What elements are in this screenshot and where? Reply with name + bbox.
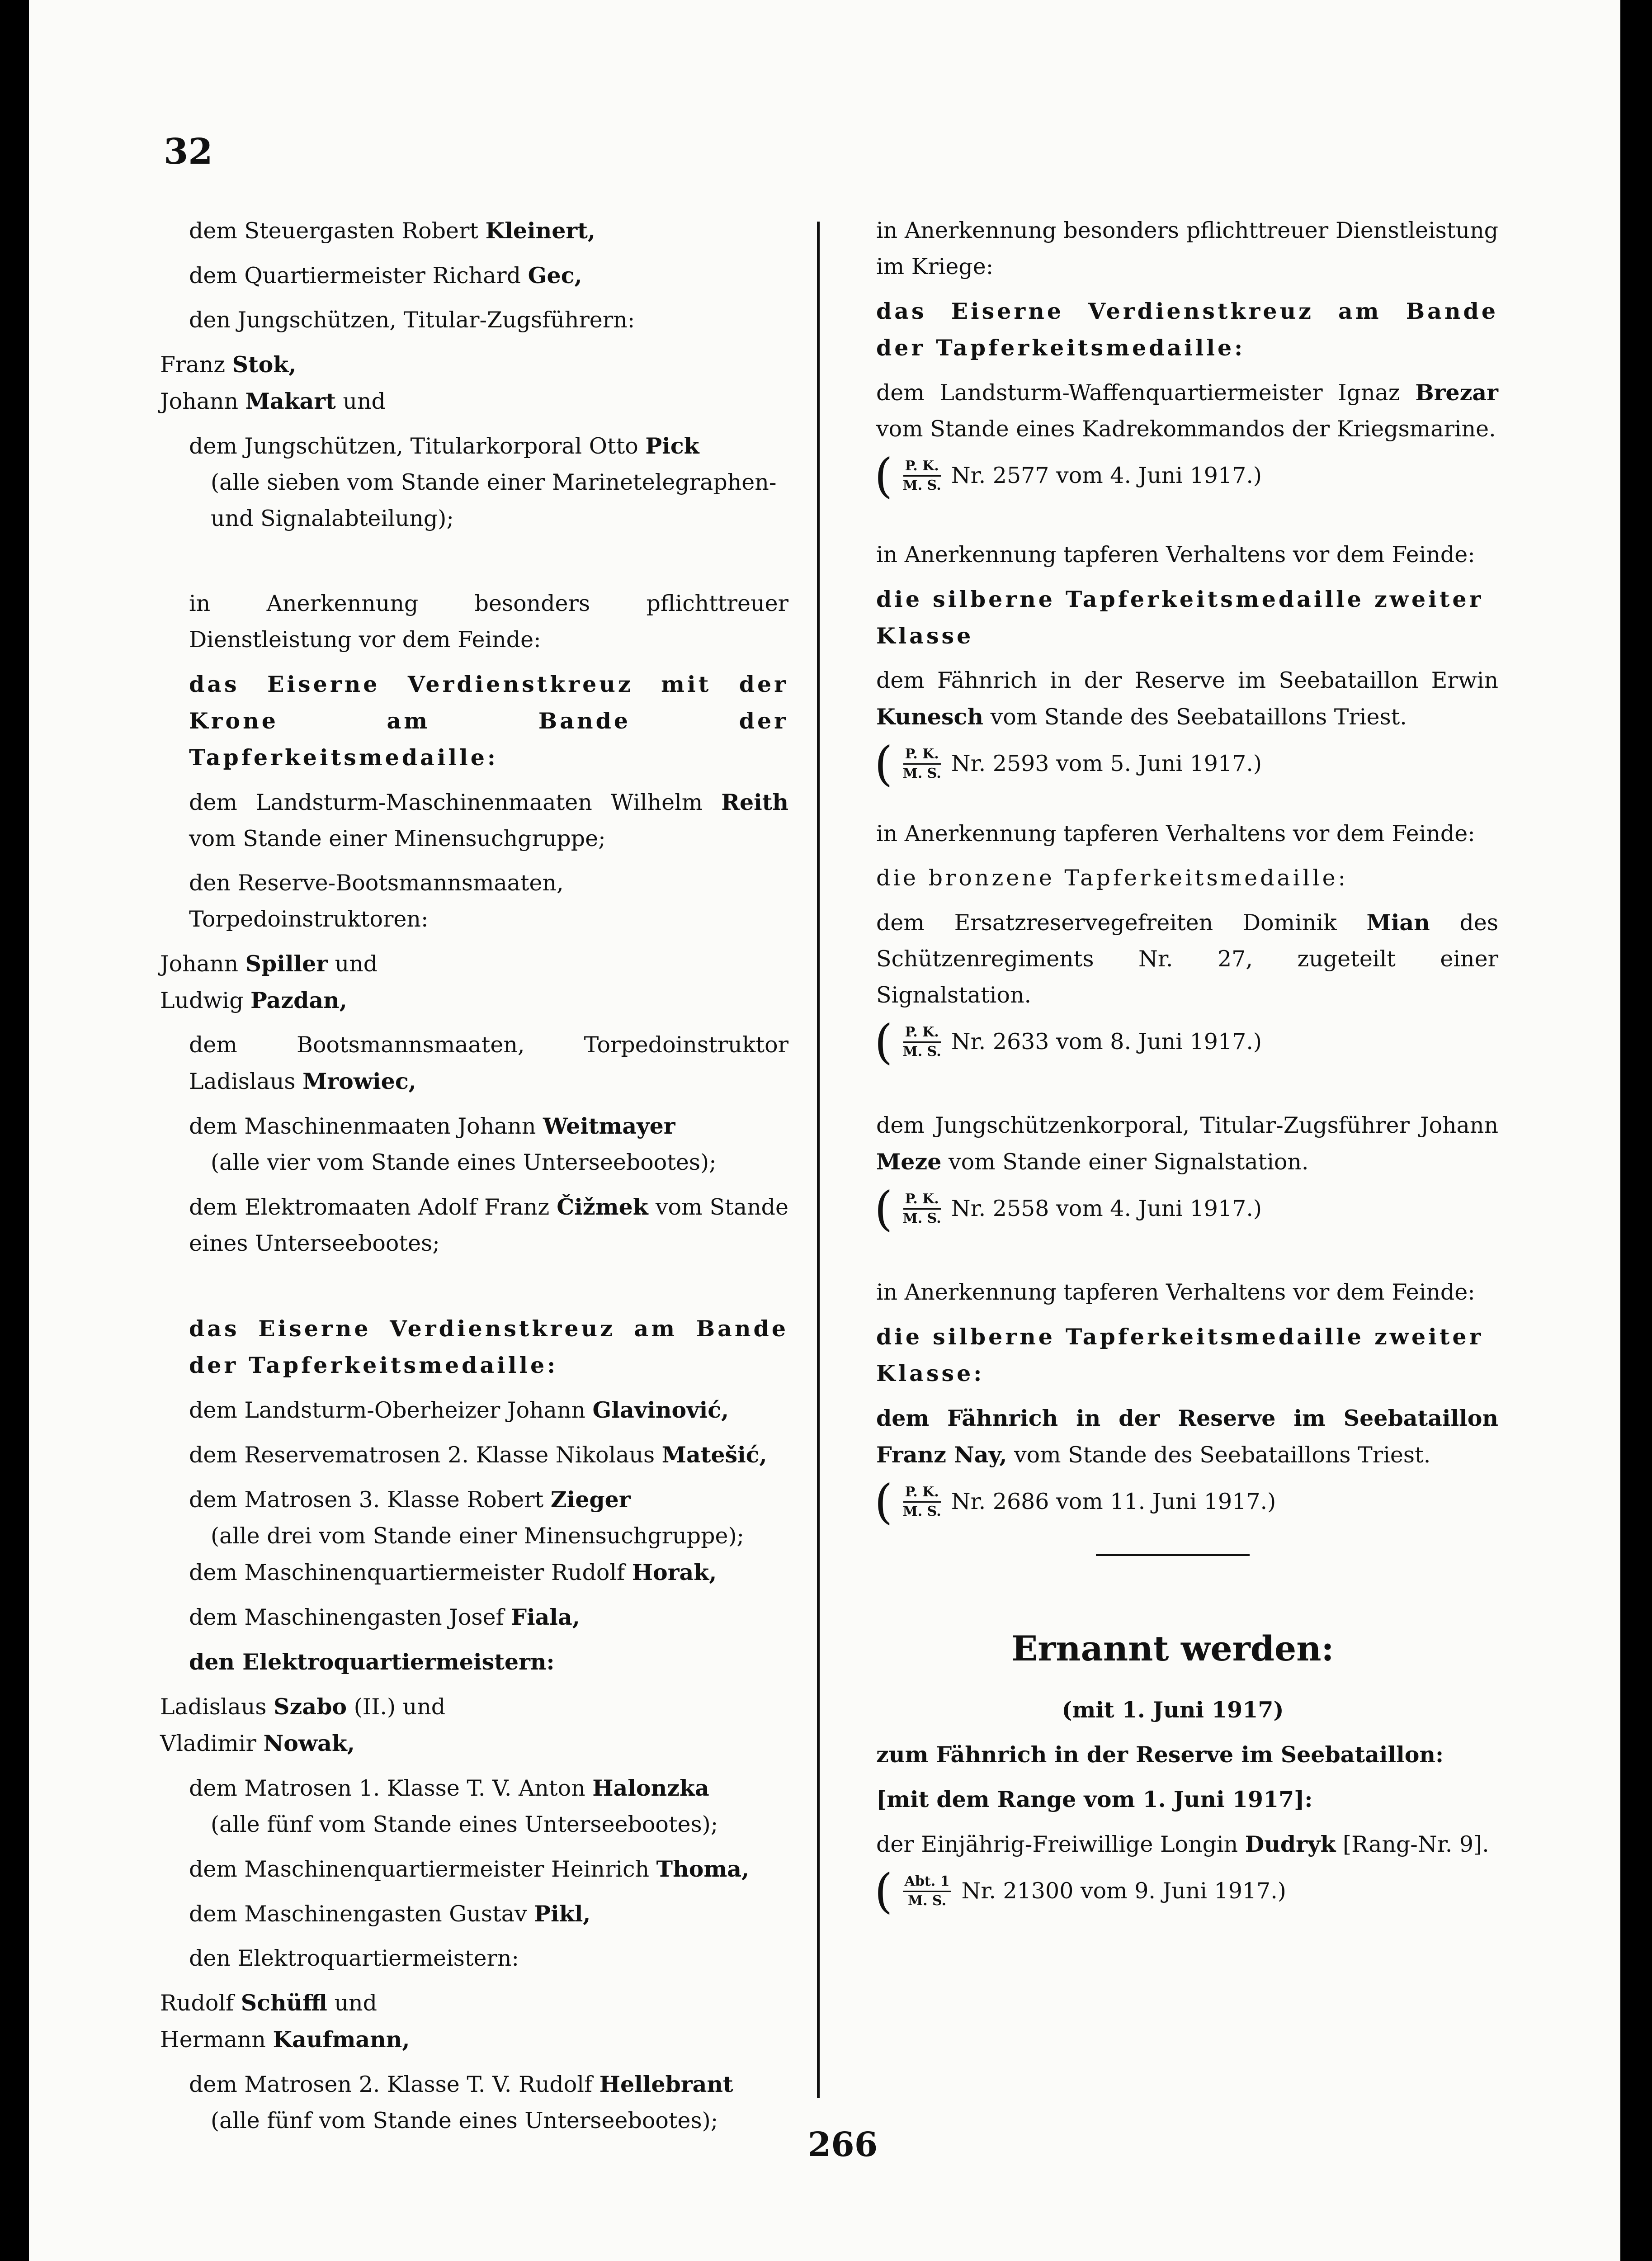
section-heading: in Anerkennung besonders pflichttreuer Dienstleistung im Kriege: xyxy=(876,218,1498,279)
reference-citation xyxy=(847,1014,1498,1069)
entry-line: dem Maschinengasten Josef Fiala, xyxy=(189,1604,580,1630)
open-paren: ( xyxy=(874,1181,893,1236)
section-heading: in Anerkennung tapferen Verhaltens vor dem Feinde: xyxy=(876,821,1475,847)
entry-line: dem Maschinengasten Gustav Pikl, xyxy=(189,1901,591,1927)
entry-line: Johann Makart und xyxy=(160,388,386,414)
reference-fraction: $\frac{P. K.}{M. S.}$ xyxy=(902,1191,941,1226)
section-heading: in Anerkennung tapferen Verhaltens vor dem Feinde: xyxy=(876,542,1475,568)
award-title: die silberne Tapferkeitsmedaille zweiter Klasse xyxy=(876,586,1484,649)
section-heading: in Anerkennung besonders pflichttreuer Dienstleistung vor dem Feinde: xyxy=(189,591,788,653)
entry-line: dem Maschinenquartiermeister Rudolf Horak, xyxy=(189,1559,717,1585)
open-paren: ( xyxy=(874,1864,893,1919)
reference-text: Nr. 2558 vom 4. Juni 1917.) xyxy=(951,1196,1262,1221)
entry-line: dem Maschinenquartiermeister Heinrich Thoma, xyxy=(189,1856,750,1882)
reference-fraction: $\frac{P. K.}{M. S.}$ xyxy=(902,458,941,493)
entry-line: den Elektroquartiermeistern: xyxy=(189,1649,555,1675)
footer-number: 266 xyxy=(807,2125,878,2164)
entry-note: (alle fünf vom Stande eines Unterseebootes); xyxy=(211,1812,718,1837)
entry-note: (alle drei vom Stande einer Minensuchgruppe); xyxy=(211,1523,745,1549)
entry-line: dem Maschinenmaaten Johann Weitmayer xyxy=(189,1113,675,1139)
spacer xyxy=(847,1062,1498,1107)
right-column xyxy=(847,213,1498,1919)
entry-note: (alle fünf vom Stande eines Unterseebootes); xyxy=(211,2108,718,2133)
entry-note: (alle vier vom Stande eines Unterseebootes); xyxy=(211,1149,717,1175)
entry-line: den Jungschützen, Titular-Zugsführern: xyxy=(189,307,635,333)
entry-line: Ladislaus Szabo (II.) und xyxy=(160,1693,446,1720)
entry-line: den Reserve-Bootsmannsmaaten, Torpedoinstruktoren: xyxy=(189,870,564,932)
award-title: die bronzene Tapferkeitsmedaille: xyxy=(876,865,1349,891)
reference-text: Nr. 2686 vom 11. Juni 1917.) xyxy=(951,1489,1276,1514)
document-page xyxy=(29,0,1620,2261)
entry-line: Ludwig Pazdan, xyxy=(160,987,347,1013)
entry-line: dem Landsturm-Waffenquartiermeister Ignaz Brezar vom Stande eines Kadrekommandos der Kriegsmarine. xyxy=(876,379,1498,442)
section-divider xyxy=(1096,1554,1250,1556)
reference-citation xyxy=(847,448,1498,503)
reference-text: Nr. 2577 vom 4. Juni 1917.) xyxy=(951,463,1262,488)
entry-line: Johann Spiller und xyxy=(160,951,378,977)
section-title: Ernannt werden: xyxy=(1011,1628,1334,1669)
spacer xyxy=(160,545,788,586)
entry-line: der Einjährig-Freiwillige Longin Dudryk [Rang-Nr. 9]. xyxy=(876,1831,1489,1857)
entry-line: dem Fähnrich in der Reserve im Seebataillon Erwin Kunesch vom Stande des Seebataillons Triest. xyxy=(876,667,1498,730)
category-line: zum Fähnrich in der Reserve im Seebataillon: xyxy=(876,1741,1444,1768)
reference-text: Nr. 21300 vom 9. Juni 1917.) xyxy=(961,1878,1286,1904)
reference-citation xyxy=(847,1864,1498,1919)
award-title: das Eiserne Verdienstkreuz am Bande der Tapferkeitsmedaille: xyxy=(189,1315,788,1378)
open-paren: ( xyxy=(874,1014,893,1069)
entry-line: Rudolf Schüffl und xyxy=(160,1990,377,2016)
entry-line: dem Steuergasten Robert Kleinert, xyxy=(189,218,595,244)
entry-line: dem Quartiermeister Richard Gec, xyxy=(189,262,582,289)
award-title: das Eiserne Verdienstkreuz am Bande der Tapferkeitsmedaille: xyxy=(876,298,1498,361)
entry-line: dem Ersatzreservegefreiten Dominik Mian des Schützenregiments Nr. 27, zugeteilt einer Signalstation. xyxy=(876,909,1498,1008)
entry-line: Hermann Kaufmann, xyxy=(160,2026,410,2053)
left-column xyxy=(160,213,788,2147)
entry-line: dem Matrosen 1. Klasse T. V. Anton Halonzka xyxy=(189,1775,709,1801)
open-paren: ( xyxy=(874,1474,893,1529)
reference-fraction: $\frac{P. K.}{M. S.}$ xyxy=(902,1484,941,1519)
award-title: die silberne Tapferkeitsmedaille zweiter Klasse: xyxy=(876,1324,1484,1386)
entry-line: dem Elektromaaten Adolf Franz Čižmek vom Stande eines Unterseebootes; xyxy=(189,1194,788,1256)
reference-fraction: $\frac{P. K.}{M. S.}$ xyxy=(902,1024,941,1060)
open-paren: ( xyxy=(874,448,893,503)
entry-line: dem Matrosen 3. Klasse Robert Zieger xyxy=(189,1486,631,1513)
rank-line: [mit dem Range vom 1. Juni 1917]: xyxy=(876,1786,1313,1812)
entry-line: Franz Stok, xyxy=(160,351,297,378)
entry-line: dem Bootsmannsmaaten, Torpedoinstruktor Ladislaus Mrowiec, xyxy=(189,1032,788,1094)
entry-line: dem Reservematrosen 2. Klasse Nikolaus Matešić, xyxy=(189,1442,767,1468)
section-subtitle: (mit 1. Juni 1917) xyxy=(1062,1697,1284,1723)
reference-citation xyxy=(847,736,1498,791)
entry-line: dem Matrosen 2. Klasse T. V. Rudolf Hellebrant xyxy=(189,2071,733,2097)
section-heading: in Anerkennung tapferen Verhaltens vor dem Feinde: xyxy=(876,1279,1475,1305)
entry-line: dem Landsturm-Maschinenmaaten Wilhelm Reith vom Stande einer Minensuchgruppe; xyxy=(189,789,788,851)
entry-line: dem Jungschützenkorporal, Titular-Zugsführer Johann Meze vom Stande einer Signalstation. xyxy=(876,1112,1498,1175)
reference-text: Nr. 2593 vom 5. Juni 1917.) xyxy=(951,751,1262,776)
reference-citation xyxy=(847,1474,1498,1529)
page-number: 32 xyxy=(164,131,213,172)
entry-line: dem Jungschützen, Titularkorporal Otto Pick xyxy=(189,433,699,459)
entry-line: dem Fähnrich in der Reserve im Seebataillon Franz Nay, vom Stande des Seebataillons Triest. xyxy=(876,1405,1498,1468)
entry-note: (alle sieben vom Stande einer Marinetelegraphen- und Signalabteilung); xyxy=(211,469,777,531)
reference-fraction: $\frac{\text{Abt. 1}}{M. S.}$ xyxy=(903,1873,952,1910)
column-divider xyxy=(817,222,820,2098)
open-paren: ( xyxy=(874,736,893,791)
reference-fraction: $\frac{P. K.}{M. S.}$ xyxy=(902,746,941,781)
spacer xyxy=(160,1270,788,1310)
award-title: das Eiserne Verdienstkreuz mit der Krone am Bande der Tapferkeitsmedaille: xyxy=(189,671,788,771)
entry-line: den Elektroquartiermeistern: xyxy=(189,1945,519,1971)
reference-citation xyxy=(847,1181,1498,1236)
spacer xyxy=(847,784,1498,816)
spacer xyxy=(847,496,1498,537)
entry-line: Vladimir Nowak, xyxy=(160,1730,355,1756)
reference-text: Nr. 2633 vom 8. Juni 1917.) xyxy=(951,1029,1262,1055)
entry-line: dem Landsturm-Oberheizer Johann Glavinović, xyxy=(189,1397,729,1423)
spacer xyxy=(847,1229,1498,1274)
